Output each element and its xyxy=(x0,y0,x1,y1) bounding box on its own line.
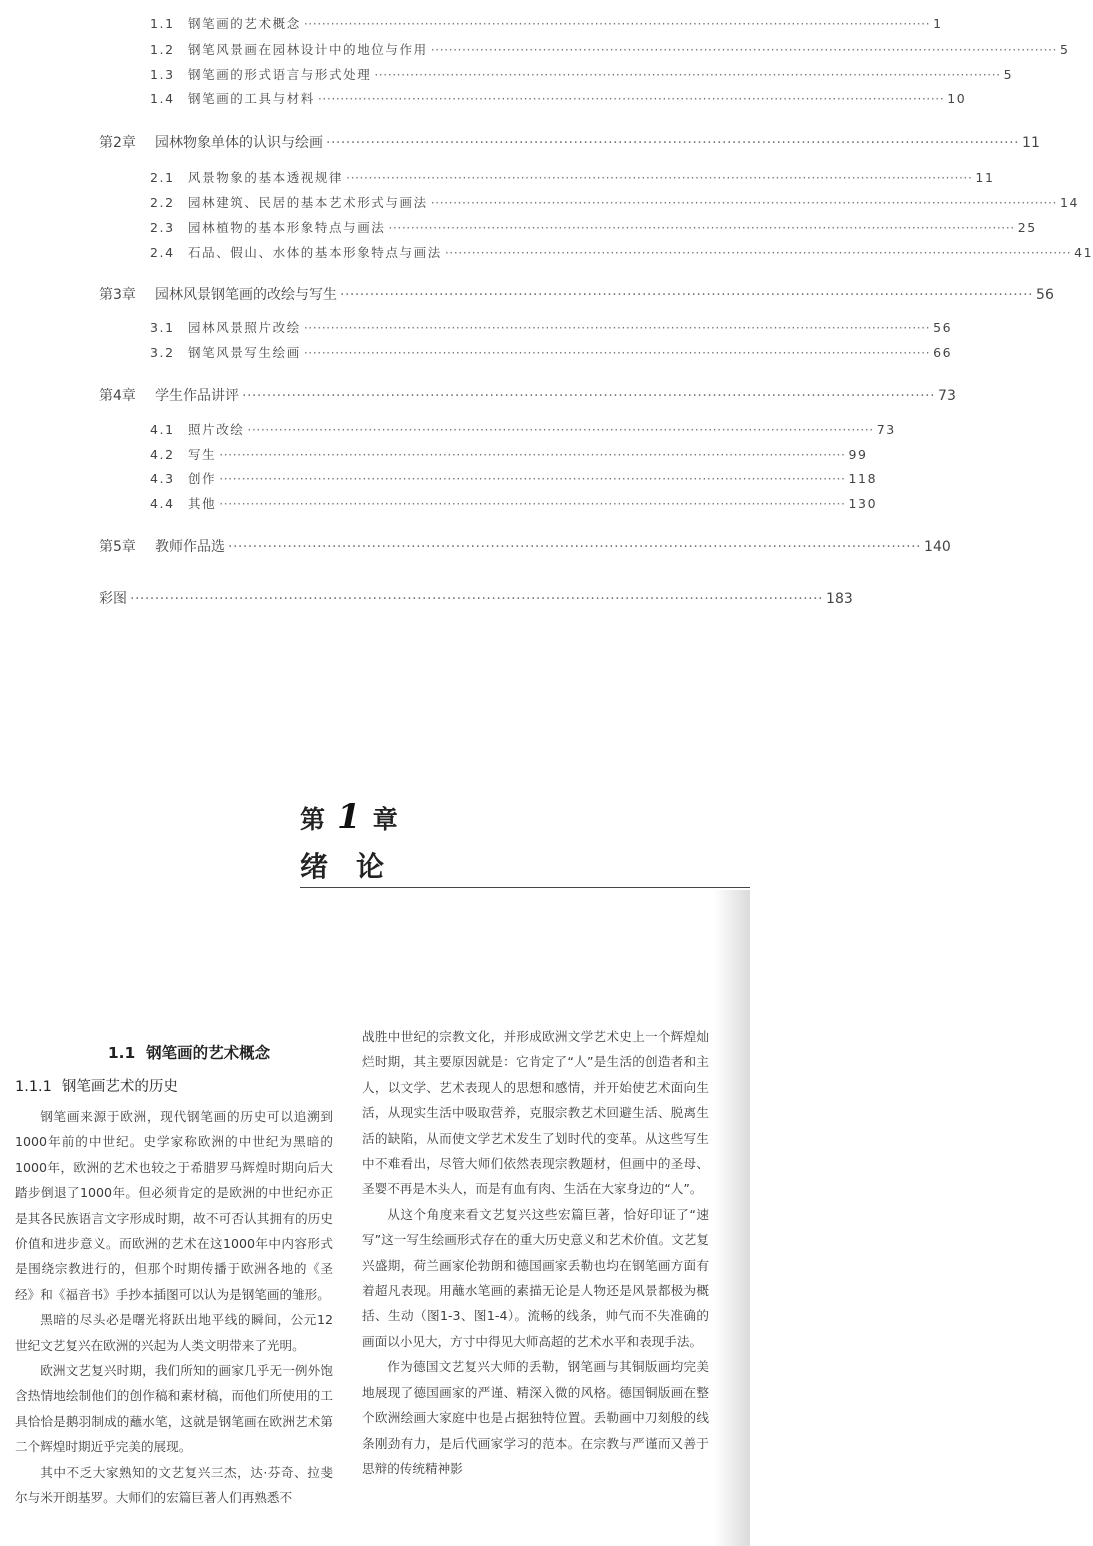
toc-section-entry xyxy=(150,193,1080,211)
toc-entry-number: 1.2 xyxy=(150,42,175,57)
toc-leader-dots: ············································································································································ xyxy=(346,170,973,185)
toc-page-number: 99 xyxy=(848,447,868,462)
toc-page-number: 11 xyxy=(1022,135,1040,151)
toc-chapter-entry xyxy=(99,588,853,608)
body-paragraph: 钢笔画来源于欧洲，现代钢笔画的历史可以追溯到1000年前的中世纪。史学家称欧洲的中世纪为黑暗的1000年，欧洲的艺术也较之于希腊罗马辉煌时期向后大踏步倒退了1000年。但必须肯定的是欧洲的中世纪亦正是其各民族语言文字形成时期，故不可否认其拥有的历史价值和进步意义。而欧洲的艺术在这1000年中内容形式是围绕宗教进行的，但那个时期传播于欧洲各地的《圣经》和《福音书》手抄本插图可以认为是钢笔画的雏形。 xyxy=(15,1109,333,1302)
toc-entry-number: 1.4 xyxy=(150,91,175,106)
chapter-number: 1 xyxy=(337,797,363,837)
toc-entry-title: 钢笔风景画在园林设计中的地位与作用 xyxy=(188,42,428,57)
toc-page-number: 130 xyxy=(848,496,878,511)
toc-entry-number: 4.3 xyxy=(150,471,175,486)
toc-entry-number: 第4章 xyxy=(99,388,136,404)
toc-leader-dots: ············································································································································ xyxy=(303,16,931,31)
toc-entry-title: 教师作品选 xyxy=(155,539,225,555)
chapter-prefix: 第 xyxy=(300,805,328,834)
toc-entry-number: 4.2 xyxy=(150,447,175,462)
subsection-title-text: 钢笔画艺术的历史 xyxy=(61,1079,178,1095)
toc-leader-dots: ············································································································································ xyxy=(430,195,1057,210)
toc-leader-dots: ············································································································································ xyxy=(326,135,1020,151)
toc-leader-dots: ············································································································································ xyxy=(303,345,931,360)
toc-entry-number: 1.1 xyxy=(150,16,175,31)
chapter-suffix: 章 xyxy=(372,805,400,834)
toc-entry-title: 钢笔画的工具与材料 xyxy=(188,91,315,106)
toc-section-entry xyxy=(150,420,896,438)
toc-section-entry xyxy=(150,89,967,107)
toc-leader-dots: ············································································································································ xyxy=(130,591,824,607)
toc-page-number: 5 xyxy=(1003,67,1014,82)
toc-entry-title: 钢笔风景写生绘画 xyxy=(188,345,301,360)
toc-entry-number: 第5章 xyxy=(99,539,136,555)
toc-entry-title: 园林建筑、民居的基本艺术形式与画法 xyxy=(188,195,428,210)
toc-chapter-entry xyxy=(99,536,951,556)
toc-page-number: 56 xyxy=(933,320,953,335)
table-of-contents xyxy=(0,0,1093,640)
toc-entry-title: 其他 xyxy=(188,496,217,511)
toc-entry-title: 风景物象的基本透视规律 xyxy=(188,170,344,185)
toc-leader-dots: ············································································································································ xyxy=(303,320,931,335)
right-column xyxy=(362,1024,709,1481)
toc-entry-title: 园林物象单体的认识与绘画 xyxy=(155,135,323,151)
toc-leader-dots: ············································································································································ xyxy=(219,471,846,486)
toc-leader-dots: ············································································································································ xyxy=(247,422,874,437)
toc-page-number: 25 xyxy=(1017,220,1037,235)
subsection-title xyxy=(15,1074,333,1100)
page-edge-shadow xyxy=(714,890,750,1546)
toc-entry-number: 3.2 xyxy=(150,345,175,360)
toc-leader-dots: ············································································································································ xyxy=(317,91,945,106)
toc-section-entry xyxy=(150,65,1014,83)
toc-entry-title: 钢笔画的艺术概念 xyxy=(188,16,301,31)
toc-entry-title: 园林风景照片改绘 xyxy=(188,320,301,335)
toc-entry-number: 2.1 xyxy=(150,170,175,185)
toc-page-number: 140 xyxy=(924,539,951,555)
toc-section-entry xyxy=(150,469,878,487)
toc-section-entry xyxy=(150,445,868,463)
toc-section-entry xyxy=(150,343,953,361)
chapter-title: 绪论 xyxy=(300,850,413,883)
toc-page-number: 73 xyxy=(876,422,896,437)
toc-page-number: 5 xyxy=(1059,42,1070,57)
toc-entry-title: 钢笔画的形式语言与形式处理 xyxy=(188,67,372,82)
toc-page-number: 10 xyxy=(947,91,967,106)
toc-leader-dots: ············································································································································ xyxy=(242,388,936,404)
toc-entry-number: 2.2 xyxy=(150,195,175,210)
toc-entry-title: 创作 xyxy=(188,471,217,486)
subsection-number: 1.1.1 xyxy=(15,1079,52,1095)
body-paragraph: 黑暗的尽头必是曙光将跃出地平线的瞬间，公元12世纪文艺复兴在欧洲的兴起为人类文明带来了光明。 xyxy=(15,1312,333,1353)
body-paragraph: 战胜中世纪的宗教文化，并形成欧洲文学艺术史上一个辉煌灿烂时期，其主要原因就是：它肯定了“人”是生活的创造者和主人，以文学、艺术表现人的思想和感情，并开始使艺术面向生活，从现实生活中吸取营养，克服宗教艺术回避生活、脱离生活的缺陷，从而使文学艺术发生了划时代的变革。从这些写生中不难看出，尽管大师们依然表现宗教题材，但画中的圣母、圣婴不再是木头人，而是有血有肉、生活在大家身边的“人”。 xyxy=(362,1029,709,1197)
toc-entry-title: 彩图 xyxy=(99,591,127,607)
toc-page-number: 14 xyxy=(1059,195,1080,210)
toc-entry-title: 园林风景钢笔画的改绘与写生 xyxy=(155,287,337,303)
toc-leader-dots: ············································································································································ xyxy=(340,287,1034,303)
toc-entry-number: 第2章 xyxy=(99,135,136,151)
body-paragraph: 作为德国文艺复兴大师的丢勒，钢笔画与其铜版画均完美地展现了德国画家的严谨、精深入微的风格。德国铜版画在整个欧洲绘画大家庭中也是占据独特位置。丢勒画中刀刻般的线条刚劲有力，是后代画家学习的范本。在宗教与严谨而又善于思辩的传统精神影 xyxy=(362,1359,709,1476)
toc-leader-dots: ············································································································································ xyxy=(374,67,1001,82)
toc-page-number: 11 xyxy=(975,170,995,185)
section-number: 1.1 xyxy=(107,1044,136,1062)
toc-leader-dots: ············································································································································ xyxy=(388,220,1015,235)
toc-page-number: 183 xyxy=(826,591,853,607)
toc-entry-title: 园林植物的基本形象特点与画法 xyxy=(188,220,386,235)
toc-entry-number: 2.4 xyxy=(150,245,175,260)
toc-chapter-entry xyxy=(99,284,1054,304)
toc-entry-number: 第3章 xyxy=(99,287,136,303)
toc-chapter-entry xyxy=(99,132,1040,152)
toc-section-entry xyxy=(150,14,943,32)
toc-page-number: 118 xyxy=(848,471,878,486)
chapter-divider xyxy=(300,887,750,888)
toc-section-entry xyxy=(150,318,953,336)
toc-section-entry xyxy=(150,494,878,512)
toc-entry-number: 4.1 xyxy=(150,422,175,437)
toc-entry-number: 3.1 xyxy=(150,320,175,335)
toc-leader-dots: ············································································································································ xyxy=(430,42,1057,57)
toc-entry-title: 写生 xyxy=(188,447,217,462)
toc-leader-dots: ············································································································································ xyxy=(444,245,1072,260)
body-paragraph: 其中不乏大家熟知的文艺复兴三杰，达·芬奇、拉斐尔与米开朗基罗。大师们的宏篇巨著人们再熟悉不 xyxy=(15,1464,333,1506)
toc-section-entry xyxy=(150,168,995,186)
toc-leader-dots: ············································································································································ xyxy=(228,539,922,555)
toc-entry-number: 4.4 xyxy=(150,496,175,511)
body-paragraph: 欧洲文艺复兴时期，我们所知的画家几乎无一例外饱含热情地绘制他们的创作稿和素材稿，而他们所使用的工具恰恰是鹅羽制成的蘸水笔，这就是钢笔画在欧洲艺术第二个辉煌时期近乎完美的展现。 xyxy=(15,1363,333,1455)
chapter-heading xyxy=(300,797,412,885)
section-title-text: 钢笔画的艺术概念 xyxy=(146,1044,271,1062)
toc-page-number: 56 xyxy=(1036,287,1054,303)
toc-entry-title: 照片改绘 xyxy=(188,422,245,437)
toc-chapter-entry xyxy=(99,385,956,405)
toc-page-number: 73 xyxy=(938,388,956,404)
toc-section-entry xyxy=(150,218,1037,236)
toc-leader-dots: ············································································································································ xyxy=(219,447,846,462)
toc-leader-dots: ············································································································································ xyxy=(219,496,846,511)
toc-entry-number: 2.3 xyxy=(150,220,175,235)
chapter-label xyxy=(300,797,412,837)
toc-page-number: 41 xyxy=(1074,245,1093,260)
body-paragraph: 从这个角度来看文艺复兴这些宏篇巨著，恰好印证了“速写”这一写生绘画形式存在的重大历史意义和艺术价值。文艺复兴盛期，荷兰画家伦勃朗和德国画家丢勒也均在钢笔画方面有着超凡表现。用蘸水笔画的素描无论是人物还是风景都极为概括、生动（图1-3、图1-4）。流畅的线条，帅气而不失准确的画面以小见大，方寸中得见大师高超的艺术水平和表现手法。 xyxy=(362,1206,709,1349)
section-title xyxy=(15,1040,333,1066)
toc-entry-title: 石品、假山、水体的基本形象特点与画法 xyxy=(188,245,442,260)
toc-page-number: 66 xyxy=(933,345,953,360)
toc-section-entry xyxy=(150,40,1070,58)
toc-section-entry xyxy=(150,243,1093,261)
toc-entry-title: 学生作品讲评 xyxy=(155,388,239,404)
left-column xyxy=(15,1040,333,1511)
toc-page-number: 1 xyxy=(933,16,943,31)
toc-entry-number: 1.3 xyxy=(150,67,175,82)
